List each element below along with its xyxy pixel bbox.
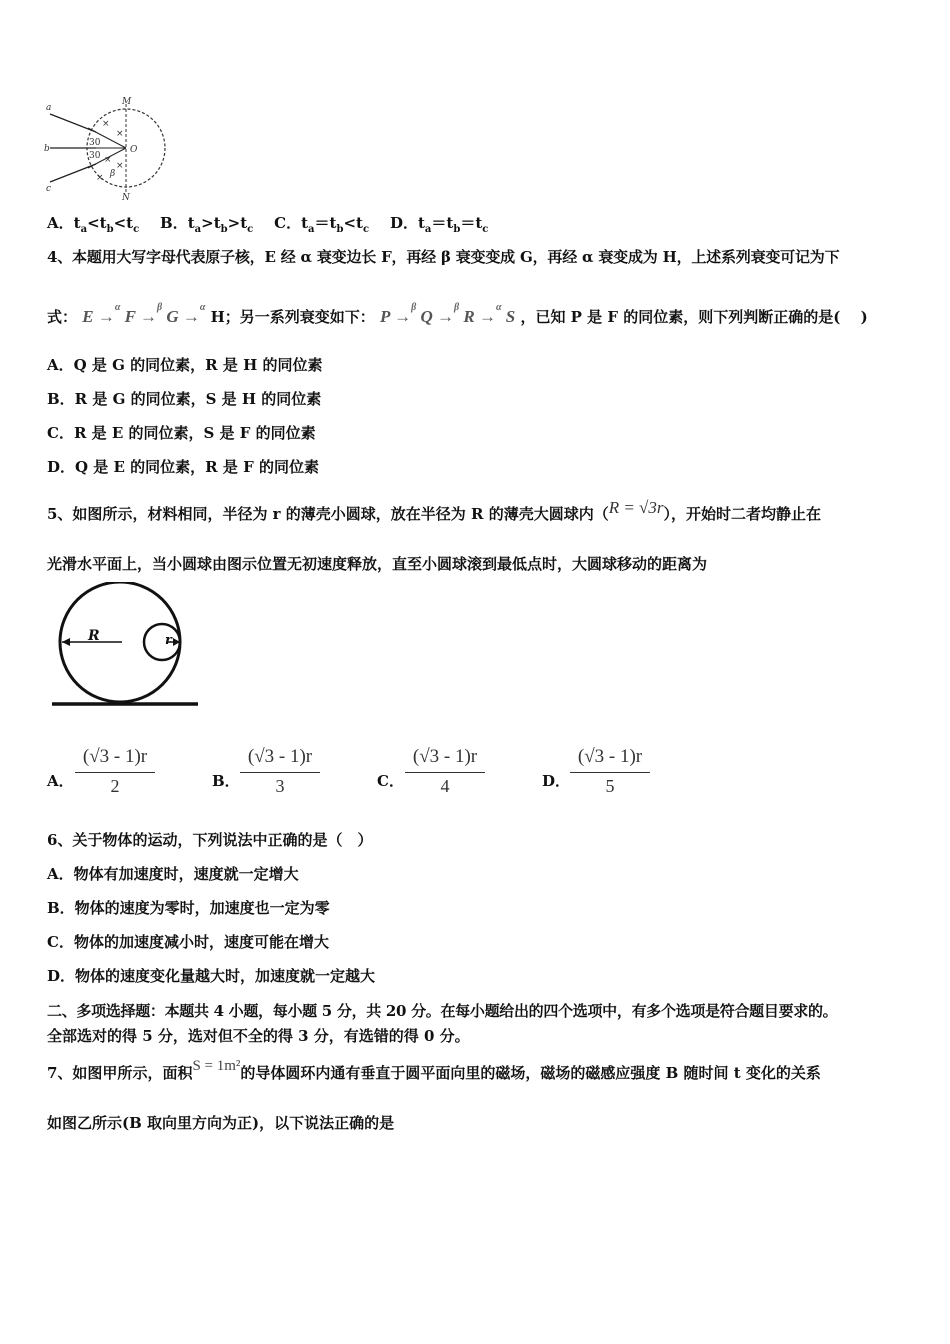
- label-r: r: [165, 633, 172, 648]
- q7-formula: S = 1m²: [192, 1058, 241, 1074]
- q5-option-a-label[interactable]: A．: [47, 772, 74, 790]
- label-n: N: [122, 193, 130, 202]
- label-c: c: [46, 184, 52, 194]
- label-a: a: [46, 103, 52, 113]
- q4-option-b[interactable]: B．R 是 G 的同位素，S 是 H 的同位素: [47, 390, 322, 408]
- q4-option-c[interactable]: C．R 是 E 的同位素，S 是 F 的同位素: [47, 424, 316, 442]
- q5-option-d-fraction: $\frac{(√3 - 1)r}{5}$: [570, 742, 650, 799]
- label-b: b: [44, 144, 50, 154]
- label-o: O: [130, 145, 138, 155]
- q6-option-d[interactable]: D．物体的速度变化量越大时，加速度就一定越大: [47, 967, 376, 985]
- q3-option-a[interactable]: A．$t_a<t_b<t_c$: [47, 214, 140, 235]
- q5-option-b-label[interactable]: B．: [212, 772, 240, 790]
- decay-sequence-1: E →$^\alpha$ F →$^\beta$ G →$^\alpha$: [82, 302, 206, 326]
- section2-heading-line1: 二、多项选择题：本题共 4 小题，每小题 5 分，共 20 分。在每小题给出的四个选项中，有多个选项是符合题目要求的。: [47, 1002, 838, 1020]
- svg-text:×: ×: [116, 161, 124, 171]
- section2-heading-line2: 全部选对的得 5 分，选对但不全的得 3 分，有选错的得 0 分。: [47, 1027, 470, 1045]
- label-m: M: [122, 97, 132, 107]
- q4-option-d[interactable]: D．Q 是 E 的同位素，R 是 F 的同位素: [47, 458, 319, 476]
- q6-option-b[interactable]: B．物体的速度为零时，加速度也一定为零: [47, 899, 330, 917]
- q5-option-c-fraction: $\frac{(√3 - 1)r}{4}$: [405, 742, 485, 799]
- label-30-top: 30: [89, 138, 101, 148]
- svg-text:×: ×: [116, 129, 124, 139]
- decay-sequence-2: P →$^\beta$ Q →$^\beta$ R →$^\alpha$ S: [380, 302, 516, 326]
- svg-text:×: ×: [104, 155, 112, 165]
- q5-option-a-fraction: $\frac{(√3 - 1)r}{2}$: [75, 742, 155, 799]
- q5-option-d-label[interactable]: D．: [542, 772, 571, 790]
- q3-option-d[interactable]: D．$t_a=t_b=t_c$: [389, 214, 489, 235]
- q6-option-c[interactable]: C．物体的加速度减小时，速度可能在增大: [47, 933, 329, 951]
- q6-stem: 6、关于物体的运动，下列说法中正确的是（ ）: [47, 831, 373, 849]
- label-30-bottom: 30: [89, 151, 101, 161]
- q6-option-a[interactable]: A．物体有加速度时，速度就一定增大: [47, 865, 299, 883]
- svg-text:×: ×: [102, 119, 110, 129]
- q4-stem-line1: 4、本题用大写字母代表原子核，E 经 α 衰变边长 F，再经 β 衰变变成 G，再经 α 衰变成为 H，上述系列衰变可记为下: [47, 248, 840, 266]
- q7-stem-line2: 如图乙所示(B 取向里方向为正)，以下说法正确的是: [47, 1114, 395, 1132]
- q5-stem-line1: 5、如图所示，材料相同，半径为 r 的薄壳小圆球，放在半径为 R 的薄壳大圆球内（R = √3r），开始时二者均静止在: [47, 498, 822, 523]
- svg-text:×: ×: [96, 173, 104, 183]
- q4-stem-line2: 式： E →$^\alpha$ F →$^\beta$ G →$^\alpha$ H；另一系列衰变如下： P →$^\beta$ Q →$^\beta$ R →$^\alpha$ S ，已知 P 是 F 的同位素，则下列判断正确的是( ): [47, 302, 868, 326]
- magnetic-field-figure: [44, 96, 174, 202]
- q3-option-b[interactable]: B．$t_a>t_b>t_c$: [160, 214, 254, 235]
- q5-option-c-label[interactable]: C．: [377, 772, 404, 790]
- sphere-figure: [48, 582, 203, 710]
- q3-option-c[interactable]: C．$t_a=t_b<t_c$: [274, 214, 370, 235]
- label-beta: β: [110, 169, 116, 179]
- q5-formula: R = √3r: [608, 498, 664, 517]
- q4-option-a[interactable]: A．Q 是 G 的同位素，R 是 H 的同位素: [47, 356, 323, 374]
- q7-stem-line1: 7、如图甲所示，面积S = 1m²的导体圆环内通有垂直于圆平面向里的磁场，磁场的磁感应强度 B 随时间 t 变化的关系: [47, 1058, 821, 1082]
- q3-options: [47, 212, 488, 235]
- q5-option-b-fraction: $\frac{(√3 - 1)r}{3}$: [240, 742, 320, 799]
- label-R: R: [88, 628, 100, 644]
- q5-stem-line2: 光滑水平面上，当小圆球由图示位置无初速度释放，直至小圆球滚到最低点时，大圆球移动的距离为: [47, 555, 708, 573]
